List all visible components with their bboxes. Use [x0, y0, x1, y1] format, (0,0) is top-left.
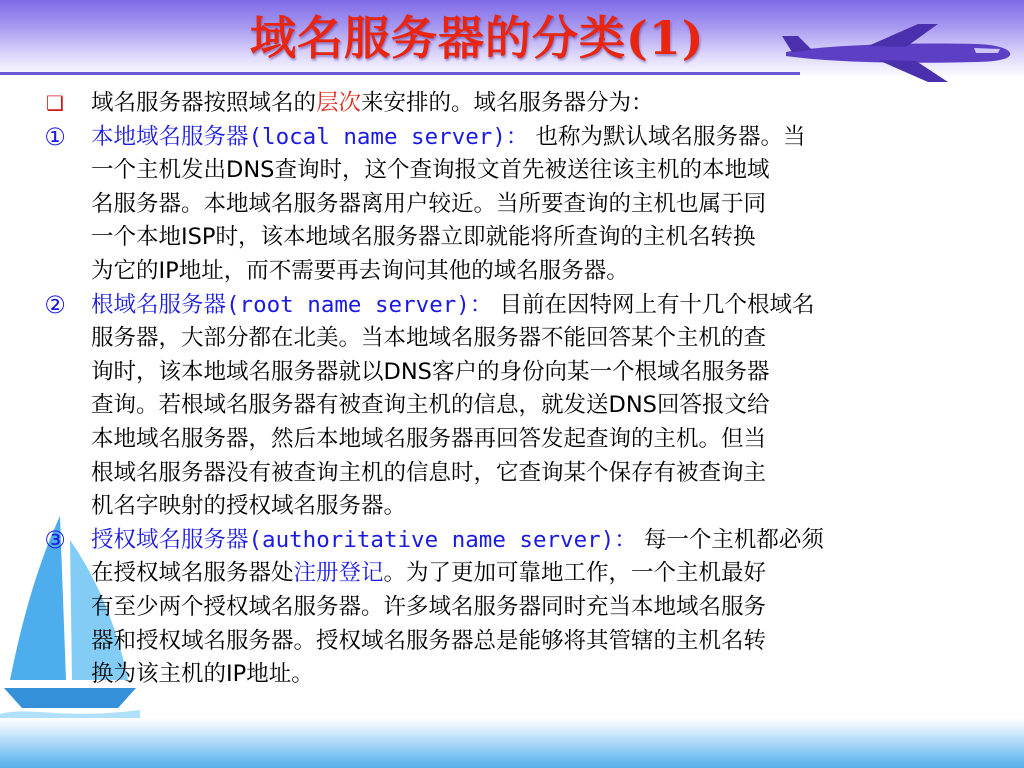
item-line: 查询。若根域名服务器有被查询主机的信息，就发送DNS回答报文给 [91, 392, 770, 419]
term-local-name-server: 本地域名服务器(local name server)： [91, 123, 529, 150]
title-underline [0, 72, 800, 75]
item-line: 本地域名服务器，然后本地域名服务器再回答发起查询的主机。但当 [91, 425, 767, 452]
intro-text-end: 来安排的。域名服务器分为： [361, 90, 654, 116]
item-number: ③ [44, 525, 66, 554]
item-line: 根域名服务器没有被查询主机的信息时，它查询某个保存有被查询主 [91, 459, 767, 486]
slide-title: 域名服务器的分类(1) [250, 11, 705, 65]
list-item-local-server [40, 121, 996, 289]
item-text: 在授权域名服务器处 [91, 560, 294, 587]
registration-highlight: 注册登记 [293, 560, 384, 587]
item-line: 为它的IP地址，而不需要再去询问其他的域名服务器。 [91, 257, 629, 284]
item-line: 名服务器。本地域名服务器离用户较近。当所要查询的主机也属于同 [91, 190, 767, 217]
intro-item [40, 87, 996, 121]
item-line: 一个本地ISP时，该本地域名服务器立即就能将所查询的主机名转换 [91, 224, 756, 251]
item-line: 一个主机发出DNS查询时，这个查询报文首先被送往该主机的本地域 [91, 157, 770, 184]
item-text: 也称为默认域名服务器。当 [535, 123, 806, 150]
item-line: 器和授权域名服务器。授权域名服务器总是能够将其管辖的主机名转 [91, 627, 767, 654]
intro-text: 域名服务器按照域名的 [91, 90, 317, 116]
term-authoritative-name-server: 授权域名服务器(authoritative name server)： [91, 526, 637, 553]
item-line: 有至少两个授权域名服务器。许多域名服务器同时充当本地域名服务 [91, 593, 767, 620]
item-line: 询时，该本地域名服务器就以DNS客户的身份向某一个根域名服务器 [91, 358, 770, 385]
item-line: 换为该主机的IP地址。 [91, 661, 314, 688]
square-bullet-icon: ❑ [46, 91, 64, 115]
term-root-name-server: 根域名服务器(root name server)： [91, 291, 493, 318]
item-number: ② [44, 290, 66, 319]
list-item-authoritative-server [40, 524, 996, 692]
item-number: ① [44, 122, 66, 151]
item-text: 每一个主机都必须 [643, 526, 824, 553]
slide-body [40, 87, 996, 692]
item-text: 。为了更加可靠地工作，一个主机最好 [383, 560, 767, 587]
item-line: 服务器，大部分都在北美。当本地域名服务器不能回答某个主机的查 [91, 325, 767, 352]
intro-highlight: 层次 [316, 90, 362, 116]
airplane-icon [778, 22, 1018, 86]
item-text: 目前在因特网上有十几个根域名 [499, 291, 815, 318]
item-line: 机名字映射的授权域名服务器。 [91, 493, 407, 520]
list-item-root-server [40, 289, 996, 524]
footer-band [0, 718, 1024, 768]
